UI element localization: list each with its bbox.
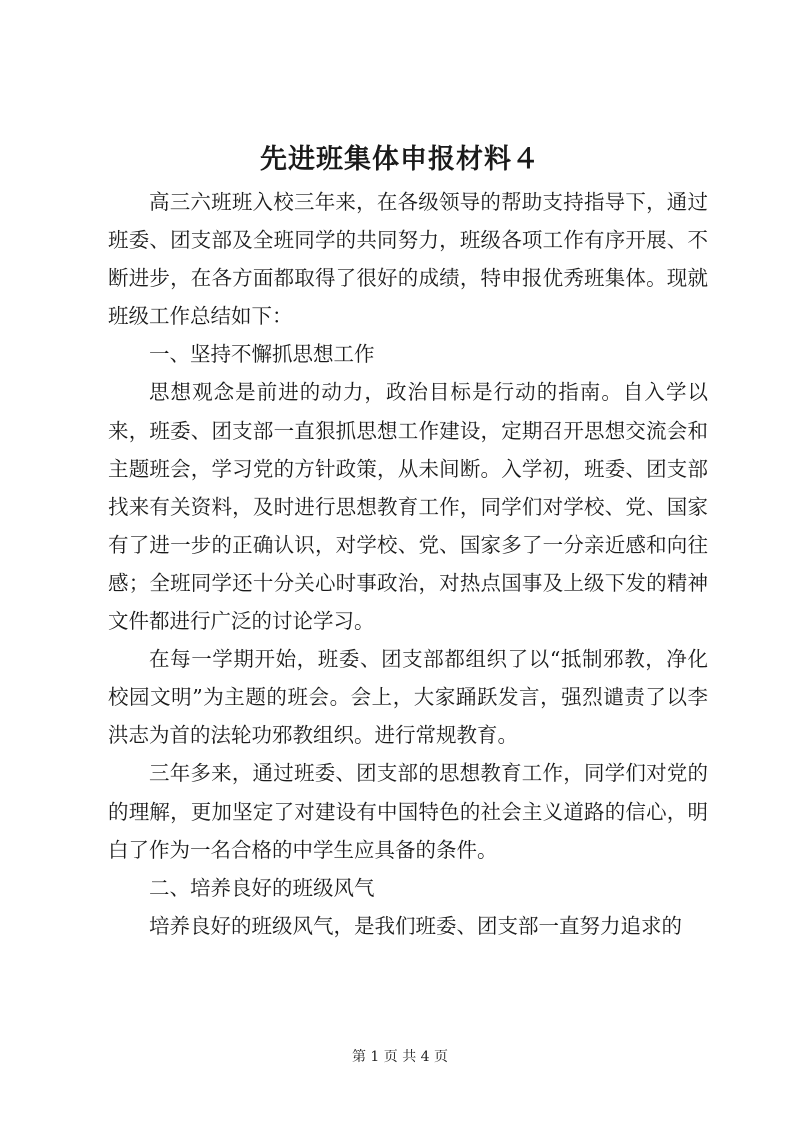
body-paragraph: 培养良好的班级风气，是我们班委、团支部一直努力追求的 <box>149 913 682 938</box>
section-heading-2: 二、培养良好的班级风气 <box>149 875 375 900</box>
section-heading-1: 一、坚持不懈抓思想工作 <box>149 342 375 367</box>
body-paragraph: 在每一学期开始，班委、团支部都组织了以“抵制邪教，净化校园文明”为主题的班会。会上，大家踊跃发言，强烈谴责了以李洪志为首的法轮功邪教组织。进行常规教育。 <box>108 647 708 748</box>
body-paragraph: 三年多来，通过班委、团支部的思想教育工作，同学们对党的的理解，更加坚定了对建设有中国特色的社会主义道路的信心，明白了作为一名合格的中学生应具备的条件。 <box>108 761 708 862</box>
page-footer: 第 1 页 共 4 页 <box>351 1049 449 1065</box>
body-paragraph: 思想观念是前进的动力，政治目标是行动的指南。自入学以来，班委、团支部一直狠抓思想工作建设，定期召开思想交流会和主题班会，学习党的方针政策，从未间断。入学初，班委、团支部找来有关资料，及时进行思想教育工作，同学们对学校、党、国家有了进一步的正确认识，对学校、党、国家多了一分亲近感和向往感；全班同学还十分关心时事政治，对热点国事及上级下发的精神文件都进行广泛的讨论学习。 <box>108 380 708 634</box>
document-title: 先进班集体申报材料４ <box>260 144 540 175</box>
document-body <box>108 183 708 945</box>
intro-paragraph: 高三六班班入校三年来，在各级领导的帮助支持指导下，通过班委、团支部及全班同学的共同努力，班级各项工作有序开展、不断进步，在各方面都取得了很好的成绩，特申报优秀班集体。现就班级工作总结如下： <box>108 190 708 329</box>
